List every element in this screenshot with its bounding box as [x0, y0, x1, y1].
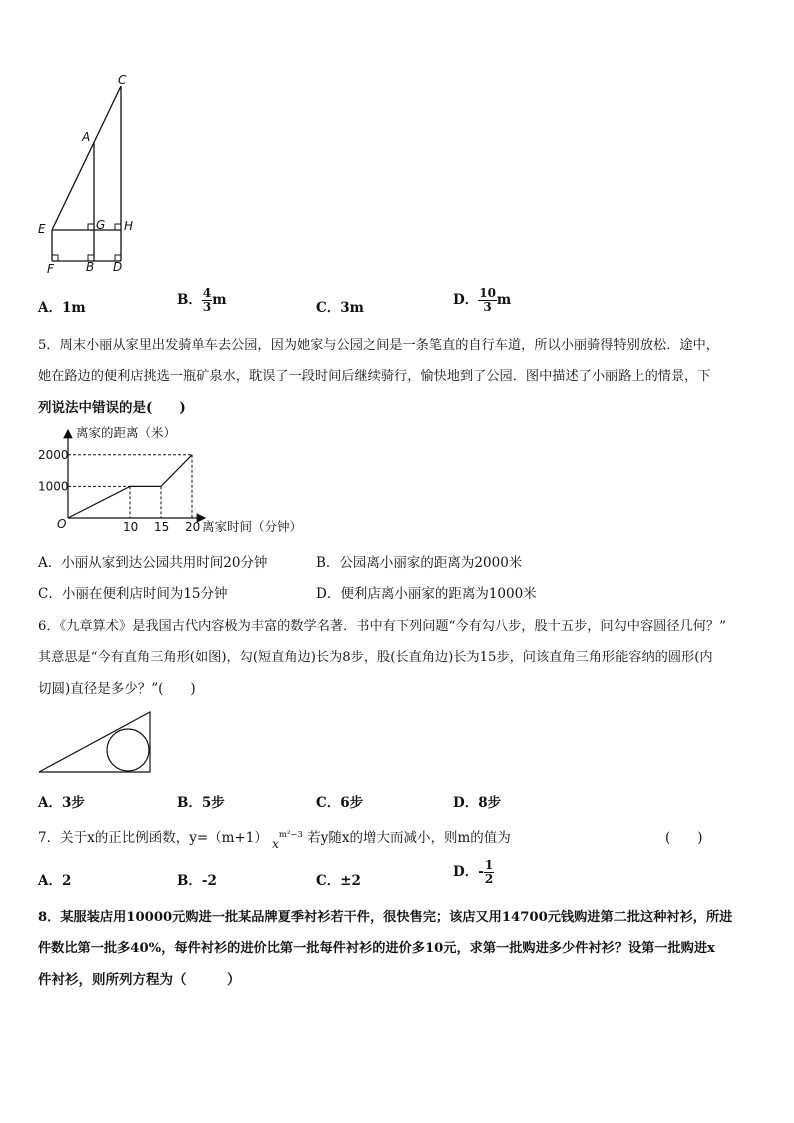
x-axis-label: 离家时间（分钟） — [202, 519, 303, 534]
q7-exponent: m²−3 — [278, 830, 303, 840]
q8-line-1: 8．某服装店用10000元购进一批某品牌夏季衬衫若干件，很快售完；该店又用14700元钱购进第二批这种衬衫，所进 — [38, 910, 733, 925]
label-f: F — [47, 262, 54, 275]
q7-base: x — [272, 837, 279, 851]
q4-option-d[interactable] — [453, 287, 511, 314]
y-axis-label: 离家的距离（米） — [76, 425, 177, 440]
label-b: B — [86, 260, 95, 274]
q4-option-b-prefix: B． — [177, 292, 202, 308]
q4-option-a[interactable]: A．1m — [38, 300, 86, 316]
q6-line-3: 切圆)直径是多少？”( ) — [38, 681, 196, 697]
q6-option-a[interactable]: A．3步 — [38, 795, 85, 811]
q7-option-a[interactable]: A．2 — [38, 873, 72, 889]
q6-line-2: 其意思是“今有直角三角形(如图)，勾(短直角边)长为8步，股(长直角边)长为15步，问该直角三角形能容纳的圆形(内 — [38, 650, 713, 665]
q7-option-c[interactable]: C．±2 — [316, 873, 361, 889]
label-c: C — [118, 75, 127, 87]
fraction-numerator: 1 — [484, 858, 494, 872]
label-a: A — [82, 130, 91, 144]
y-tick-label: 2000 — [38, 447, 69, 462]
q4-option-d-fraction — [478, 287, 497, 314]
origin-label: O — [57, 517, 67, 531]
label-g: G — [96, 218, 106, 232]
q5-option-d[interactable]: D．便利店离小丽家的距离为1000米 — [316, 586, 537, 602]
label-e: E — [38, 222, 46, 236]
fraction-numerator: 4 — [202, 286, 212, 300]
q5-option-c[interactable]: C．小丽在便利店时间为15分钟 — [38, 586, 228, 602]
q6-line-1: 6．《九章算术》是我国古代内容极为丰富的数学名著．书中有下列问题“今有勾八步，股十五步，问勾中容圆径几何？” — [38, 619, 726, 634]
q8-line-3: 件衬衫，则所列方程为（ ） — [38, 972, 241, 988]
q5-line-1: 5．周末小丽从家里出发骑单车去公园，因为她家与公园之间是一条笔直的自行车道，所以小丽骑得特别放松．途中， — [38, 338, 719, 353]
q7-option-d-prefix: D．- — [453, 864, 484, 880]
q4-option-c[interactable]: C．3m — [316, 300, 364, 316]
q7-option-d-fraction — [484, 859, 494, 886]
q7-text-pre: 7．关于x的正比例函数，y=（m+1） — [38, 830, 268, 846]
y-tick-label: 1000 — [38, 479, 69, 494]
q7-option-d[interactable] — [453, 859, 494, 886]
q5-chart — [30, 422, 330, 537]
fraction-numerator: 10 — [479, 286, 496, 300]
q6-option-d[interactable]: D．8步 — [453, 795, 502, 811]
q7-answer-paren: ( ) — [665, 830, 703, 846]
q4-option-b-fraction — [202, 287, 212, 314]
q7-question — [38, 826, 511, 851]
q4-option-b-unit: m — [212, 292, 227, 308]
q8-line-2: 件数比第一批多40%，每件衬衫的进价比第一批每件衬衫的进价多10元，求第一批购进多少件衬衫？设第一批购进x — [38, 941, 715, 956]
inscribed-circle — [107, 729, 149, 771]
x-tick-label: 20 — [185, 520, 201, 534]
q6-triangle-figure — [36, 708, 156, 776]
q5-line-3: 列说法中错误的是( ) — [38, 400, 186, 416]
q5-option-b[interactable]: B．公园离小丽家的距离为2000米 — [316, 555, 523, 571]
line-ec — [52, 86, 121, 230]
q4-option-b[interactable] — [177, 287, 227, 314]
q6-option-c[interactable]: C．6步 — [316, 795, 364, 811]
q5-option-a[interactable]: A．小丽从家到达公园共用时间20分钟 — [38, 555, 268, 571]
q4-figure — [30, 75, 145, 275]
fraction-denominator: 2 — [484, 872, 494, 886]
label-h: H — [124, 219, 134, 233]
q4-option-d-prefix: D． — [453, 292, 479, 308]
right-triangle — [39, 712, 150, 772]
q7-text-post: 若y随x的增大而减小，则m的值为 — [307, 830, 511, 846]
q7-option-b[interactable]: B．-2 — [177, 873, 217, 889]
fraction-denominator: 3 — [483, 300, 492, 314]
q5-line-2: 她在路边的便利店挑选一瓶矿泉水，耽误了一段时间后继续骑行，愉快地到了公园．图中描述了小丽路上的情景，下 — [38, 369, 711, 384]
q6-option-b[interactable]: B．5步 — [177, 795, 225, 811]
label-d: D — [113, 260, 123, 274]
fraction-denominator: 3 — [202, 300, 212, 314]
q4-option-d-unit: m — [496, 292, 512, 308]
x-tick-label: 10 — [123, 520, 139, 534]
x-tick-label: 15 — [154, 520, 170, 534]
